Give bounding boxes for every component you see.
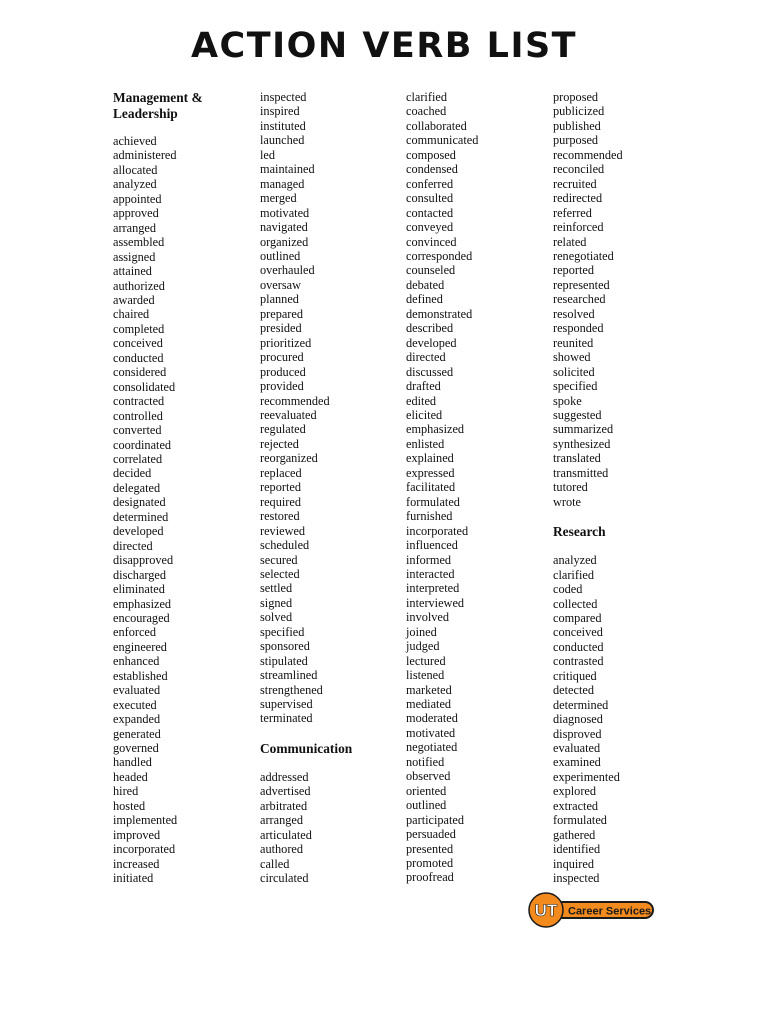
verb-item: summarized bbox=[553, 422, 614, 437]
verb-item: synthesized bbox=[553, 436, 611, 451]
verb-item: reviewed bbox=[260, 523, 306, 538]
verb-item: outlined bbox=[260, 248, 301, 263]
verb-item: arranged bbox=[260, 813, 304, 828]
verb-item: reorganized bbox=[260, 451, 318, 466]
communication-list bbox=[260, 770, 400, 886]
verb-item: elicited bbox=[406, 407, 443, 422]
verb-item: inspired bbox=[260, 104, 300, 119]
verb-item: renegotiated bbox=[553, 248, 614, 263]
verb-item: launched bbox=[260, 133, 305, 148]
verb-item: solved bbox=[260, 610, 293, 625]
verb-item: delegated bbox=[113, 480, 161, 495]
verb-item: replaced bbox=[260, 465, 302, 480]
verb-item: solicited bbox=[553, 364, 595, 379]
verb-item: completed bbox=[113, 321, 165, 336]
verb-item: designated bbox=[113, 495, 166, 510]
column-1 bbox=[113, 90, 253, 886]
verb-item: inspected bbox=[553, 871, 600, 886]
verb-item: transmitted bbox=[553, 465, 609, 480]
verb-item: signed bbox=[260, 595, 293, 610]
verb-item: conveyed bbox=[406, 220, 454, 235]
verb-item: collected bbox=[553, 596, 598, 611]
verb-item: spoke bbox=[553, 393, 582, 408]
verb-item: assembled bbox=[113, 235, 165, 250]
verb-item: experimented bbox=[553, 769, 620, 784]
verb-item: condensed bbox=[406, 162, 458, 177]
management-heading bbox=[113, 90, 253, 122]
verb-item: emphasized bbox=[406, 422, 465, 437]
verb-item: prioritized bbox=[260, 335, 312, 350]
communication-list-continued bbox=[406, 90, 546, 885]
verb-item: reinforced bbox=[553, 220, 604, 235]
verb-item: attained bbox=[113, 264, 152, 279]
verb-item: diagnosed bbox=[553, 712, 603, 727]
verb-item: involved bbox=[406, 610, 450, 625]
verb-item: informed bbox=[406, 552, 452, 567]
management-list-continued bbox=[260, 90, 400, 726]
verb-item: governed bbox=[113, 741, 159, 756]
verb-item: terminated bbox=[260, 711, 313, 726]
verb-item: maintained bbox=[260, 162, 315, 177]
verb-item: overhauled bbox=[260, 263, 315, 278]
verb-item: hired bbox=[113, 784, 139, 799]
verb-item: provided bbox=[260, 379, 304, 394]
verb-item: headed bbox=[113, 769, 148, 784]
verb-item: published bbox=[553, 118, 601, 133]
communication-list-end bbox=[553, 90, 693, 509]
verb-item: presented bbox=[406, 841, 454, 856]
verb-item: conceived bbox=[553, 625, 603, 640]
verb-item: emphasized bbox=[113, 596, 172, 611]
verb-item: coordinated bbox=[113, 437, 172, 452]
verb-item: evaluated bbox=[553, 741, 601, 756]
verb-item: debated bbox=[406, 277, 445, 292]
verb-item: led bbox=[260, 147, 276, 162]
verb-item: chaired bbox=[113, 307, 150, 322]
verb-item: specified bbox=[260, 624, 305, 639]
verb-item: determined bbox=[553, 697, 609, 712]
column-4 bbox=[553, 90, 693, 886]
column-2 bbox=[260, 90, 400, 886]
verb-item: listened bbox=[406, 668, 445, 683]
verb-item: explored bbox=[553, 784, 597, 799]
verb-item: discussed bbox=[406, 364, 454, 379]
logo-graphic bbox=[528, 892, 656, 928]
verb-item: motivated bbox=[406, 725, 456, 740]
verb-item: compared bbox=[553, 610, 602, 625]
verb-item: decided bbox=[113, 466, 152, 481]
verb-item: expanded bbox=[113, 712, 161, 727]
verb-item: regulated bbox=[260, 422, 306, 437]
verb-item: drafted bbox=[406, 379, 441, 394]
verb-item: gathered bbox=[553, 827, 596, 842]
verb-item: planned bbox=[260, 292, 299, 307]
verb-item: implemented bbox=[113, 813, 178, 828]
management-heading-line2: Leadership bbox=[113, 106, 178, 121]
verb-item: researched bbox=[553, 292, 606, 307]
verb-item: authorized bbox=[113, 278, 165, 293]
verb-item: showed bbox=[553, 350, 591, 365]
verb-item: managed bbox=[260, 176, 305, 191]
verb-item: edited bbox=[406, 393, 437, 408]
verb-item: instituted bbox=[260, 118, 306, 133]
verb-item: identified bbox=[553, 842, 601, 857]
verb-item: developed bbox=[113, 524, 164, 539]
verb-item: communicated bbox=[406, 133, 479, 148]
verb-item: interviewed bbox=[406, 595, 465, 610]
verb-item: purposed bbox=[553, 133, 599, 148]
verb-item: motivated bbox=[260, 205, 310, 220]
verb-item: hosted bbox=[113, 798, 146, 813]
verb-item: restored bbox=[260, 509, 300, 524]
verb-item: formulated bbox=[406, 494, 460, 509]
verb-item: supervised bbox=[260, 697, 313, 712]
verb-item: marketed bbox=[406, 682, 452, 697]
verb-item: resolved bbox=[553, 306, 595, 321]
verb-item: expressed bbox=[406, 465, 455, 480]
verb-item: converted bbox=[113, 423, 162, 438]
verb-item: reported bbox=[553, 263, 594, 278]
verb-item: contrasted bbox=[553, 654, 604, 669]
verb-item: administered bbox=[113, 148, 177, 163]
verb-item: enhanced bbox=[113, 654, 160, 669]
verb-item: furnished bbox=[406, 509, 453, 524]
verb-item: analyzed bbox=[553, 553, 597, 568]
verb-item: reunited bbox=[553, 335, 594, 350]
verb-item: awarded bbox=[113, 292, 155, 307]
verb-item: considered bbox=[113, 365, 167, 380]
verb-item: required bbox=[260, 494, 301, 509]
verb-item: called bbox=[260, 856, 290, 871]
verb-item: analyzed bbox=[113, 177, 157, 192]
verb-item: notified bbox=[406, 754, 445, 769]
verb-item: composed bbox=[406, 147, 456, 162]
verb-item: outlined bbox=[406, 798, 447, 813]
verb-item: articulated bbox=[260, 827, 312, 842]
verb-item: reconciled bbox=[553, 162, 605, 177]
verb-item: specified bbox=[553, 379, 598, 394]
verb-item: detected bbox=[553, 683, 594, 698]
verb-item: evaluated bbox=[113, 683, 161, 698]
verb-item: oriented bbox=[406, 783, 447, 798]
verb-item: reported bbox=[260, 480, 301, 495]
verb-item: improved bbox=[113, 827, 161, 842]
management-heading-line1: Management & bbox=[113, 90, 203, 105]
verb-item: coded bbox=[553, 582, 583, 597]
verb-item: wrote bbox=[553, 494, 581, 509]
logo-mark: UT bbox=[534, 901, 558, 920]
verb-item: translated bbox=[553, 451, 601, 466]
verb-item: formulated bbox=[553, 813, 607, 828]
communication-heading: Communication bbox=[260, 740, 353, 756]
verb-item: incorporated bbox=[406, 523, 469, 538]
verb-item: promoted bbox=[406, 856, 454, 871]
verb-item: related bbox=[553, 234, 587, 249]
verb-item: prepared bbox=[260, 306, 304, 321]
verb-item: addressed bbox=[260, 769, 309, 784]
verb-item: streamlined bbox=[260, 668, 318, 683]
verb-item: achieved bbox=[113, 134, 157, 148]
verb-item: encouraged bbox=[113, 610, 170, 625]
verb-item: publicized bbox=[553, 104, 605, 119]
verb-item: established bbox=[113, 668, 168, 683]
management-list bbox=[113, 134, 253, 886]
verb-item: recommended bbox=[260, 393, 330, 408]
verb-item: proposed bbox=[553, 90, 599, 104]
verb-item: eliminated bbox=[113, 582, 165, 597]
verb-item: facilitated bbox=[406, 480, 456, 495]
verb-item: secured bbox=[260, 552, 298, 567]
verb-item: sponsored bbox=[260, 639, 310, 654]
verb-item: scheduled bbox=[260, 538, 310, 553]
verb-item: authored bbox=[260, 842, 304, 857]
verb-item: redirected bbox=[553, 191, 603, 206]
career-services-logo bbox=[528, 892, 656, 928]
verb-item: selected bbox=[260, 566, 300, 581]
verb-item: correlated bbox=[113, 451, 163, 466]
verb-item: strengthened bbox=[260, 682, 323, 697]
verb-item: arranged bbox=[113, 220, 157, 235]
verb-item: contacted bbox=[406, 205, 454, 220]
verb-item: explained bbox=[406, 451, 454, 466]
verb-item: directed bbox=[113, 538, 153, 553]
verb-item: executed bbox=[113, 697, 157, 712]
verb-item: rejected bbox=[260, 436, 299, 451]
research-list bbox=[553, 553, 693, 885]
verb-item: consulted bbox=[406, 191, 454, 206]
verb-item: enforced bbox=[113, 625, 157, 640]
verb-item: described bbox=[406, 321, 454, 336]
verb-item: incorporated bbox=[113, 842, 176, 857]
verb-item: procured bbox=[260, 350, 304, 365]
research-heading: Research bbox=[553, 524, 606, 540]
verb-item: joined bbox=[406, 624, 437, 639]
verb-item: suggested bbox=[553, 407, 602, 422]
verb-item: merged bbox=[260, 191, 297, 206]
verb-item: persuaded bbox=[406, 827, 456, 842]
verb-item: disapproved bbox=[113, 553, 174, 568]
verb-item: developed bbox=[406, 335, 457, 350]
verb-item: negotiated bbox=[406, 740, 458, 755]
column-3 bbox=[406, 90, 546, 885]
verb-item: lectured bbox=[406, 653, 446, 668]
verb-item: interacted bbox=[406, 566, 455, 581]
verb-item: examined bbox=[553, 755, 601, 770]
verb-item: demonstrated bbox=[406, 306, 473, 321]
verb-item: organized bbox=[260, 234, 309, 249]
verb-item: judged bbox=[406, 639, 440, 654]
verb-item: represented bbox=[553, 277, 610, 292]
verb-item: inquired bbox=[553, 856, 594, 871]
verb-item: critiqued bbox=[553, 668, 597, 683]
verb-item: stipulated bbox=[260, 653, 308, 668]
verb-item: consolidated bbox=[113, 379, 176, 394]
verb-item: assigned bbox=[113, 249, 156, 264]
verb-item: responded bbox=[553, 321, 604, 336]
verb-item: approved bbox=[113, 206, 159, 221]
verb-item: conceived bbox=[113, 336, 163, 351]
verb-item: conducted bbox=[113, 350, 164, 365]
verb-item: inspected bbox=[260, 90, 307, 104]
verb-item: mediated bbox=[406, 697, 452, 712]
verb-item: influenced bbox=[406, 538, 458, 553]
verb-item: settled bbox=[260, 581, 293, 596]
verb-item: proofread bbox=[406, 870, 454, 885]
verb-item: moderated bbox=[406, 711, 458, 726]
verb-item: engineered bbox=[113, 639, 167, 654]
verb-item: enlisted bbox=[406, 436, 445, 451]
verb-item: discharged bbox=[113, 567, 167, 582]
verb-item: allocated bbox=[113, 162, 158, 177]
verb-item: recommended bbox=[553, 147, 623, 162]
verb-item: appointed bbox=[113, 191, 162, 206]
verb-item: increased bbox=[113, 856, 160, 871]
page-title: ACTION VERB LIST bbox=[190, 26, 578, 66]
verb-item: participated bbox=[406, 812, 465, 827]
verb-item: referred bbox=[553, 205, 592, 220]
verb-item: coached bbox=[406, 104, 447, 119]
verb-item: determined bbox=[113, 509, 169, 524]
verb-item: presided bbox=[260, 321, 302, 336]
verb-item: controlled bbox=[113, 408, 163, 423]
verb-item: corresponded bbox=[406, 248, 473, 263]
verb-item: oversaw bbox=[260, 277, 301, 292]
verb-item: defined bbox=[406, 292, 443, 307]
verb-item: tutored bbox=[553, 480, 588, 495]
verb-item: clarified bbox=[406, 90, 447, 104]
verb-item: conducted bbox=[553, 639, 604, 654]
verb-item: interpreted bbox=[406, 581, 460, 596]
verb-item: advertised bbox=[260, 784, 311, 799]
verb-item: collaborated bbox=[406, 118, 467, 133]
verb-item: recruited bbox=[553, 176, 597, 191]
verb-item: convinced bbox=[406, 234, 457, 249]
verb-item: navigated bbox=[260, 220, 308, 235]
verb-item: handled bbox=[113, 755, 152, 770]
verb-item: circulated bbox=[260, 871, 309, 886]
verb-item: conferred bbox=[406, 176, 454, 191]
verb-item: generated bbox=[113, 726, 161, 741]
verb-item: reevaluated bbox=[260, 407, 317, 422]
verb-item: observed bbox=[406, 769, 451, 784]
verb-item: counseled bbox=[406, 263, 456, 278]
verb-item: contracted bbox=[113, 394, 165, 409]
verb-item: produced bbox=[260, 364, 306, 379]
verb-item: arbitrated bbox=[260, 798, 308, 813]
verb-item: disproved bbox=[553, 726, 602, 741]
logo-text: Career Services bbox=[568, 905, 652, 918]
verb-item: extracted bbox=[553, 798, 599, 813]
verb-item: clarified bbox=[553, 567, 594, 582]
verb-item: directed bbox=[406, 350, 446, 365]
verb-item: initiated bbox=[113, 871, 154, 886]
